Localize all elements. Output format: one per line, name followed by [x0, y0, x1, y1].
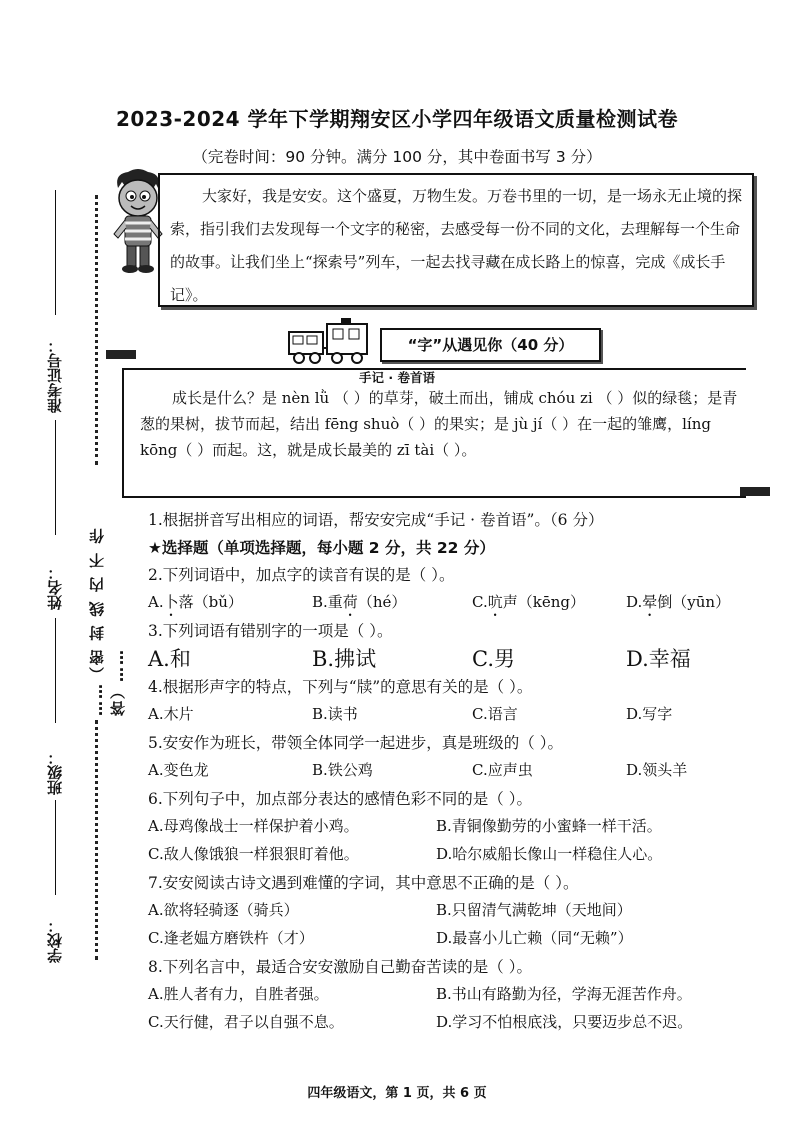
q6-option-a: A.母鸡像战士一样保护着小鸡。	[148, 817, 359, 835]
q4-option-d: D.写字	[626, 705, 673, 723]
seal-notice: ……（密 封 线 内 不 作 答）……	[88, 526, 127, 716]
class-line	[55, 618, 56, 723]
q6-option-b: B.青铜像勤劳的小蜜蜂一样干活。	[436, 817, 662, 835]
question-4: 4.根据形声字的特点，下列与“牍”的意思有关的是（ ）。	[148, 678, 533, 696]
q5-option-c: C.应声虫	[472, 761, 533, 779]
question-5: 5.安安作为班长，带领全体同学一起进步，真是班级的（ ）。	[148, 734, 563, 752]
seal-dotted-line-top	[95, 195, 98, 465]
q8-option-a: A.胜人者有力，自胜者强。	[148, 985, 329, 1003]
choice-section-header: ★选择题（单项选择题，每小题 2 分，共 22 分）	[148, 539, 495, 557]
q5-option-a: A.变色龙	[148, 761, 209, 779]
train-icon	[285, 318, 377, 366]
question-6: 6.下列句子中，加点部分表达的感情色彩不同的是（ ）。	[148, 790, 532, 808]
note-top-bar	[106, 350, 136, 359]
q4-option-b: B.读书	[312, 705, 358, 723]
q3-option-b: B.拂试	[312, 647, 377, 671]
name-label: 姓名：	[46, 565, 64, 610]
question-2: 2.下列词语中，加点字的读音有误的是（ ）。	[148, 566, 455, 584]
class-label: 班级：	[46, 750, 64, 795]
note-title: 手记 · 卷首语	[359, 370, 435, 385]
question-8: 8.下列名言中，最适合安安激励自己勤奋苦读的是（ ）。	[148, 958, 532, 976]
q4-option-c: C.语言	[472, 705, 518, 723]
name-line	[55, 420, 56, 535]
q4-option-a: A.木片	[148, 705, 194, 723]
q8-option-c: C.天行健，君子以自强不息。	[148, 1013, 344, 1031]
q8-option-b: B.书山有路勤为径，学海无涯苦作舟。	[436, 985, 692, 1003]
section-title: “字”从遇见你（40 分）	[380, 328, 601, 362]
question-7: 7.安安阅读古诗文遇到难懂的字词，其中意思不正确的是（ ）。	[148, 874, 579, 892]
q7-option-d: D.最喜小儿亡赖（同“无赖”）	[436, 929, 633, 947]
seal-dotted-line-bottom	[95, 720, 98, 960]
question-3: 3.下列词语有错别字的一项是（ ）。	[148, 622, 393, 640]
q2-option-d: D.晕倒（yūn）	[626, 593, 731, 611]
q3-option-d: D.幸福	[626, 647, 691, 671]
q7-option-b: B.只留清气满乾坤（天地间）	[436, 901, 632, 919]
exam-id-label: 准考证号：	[46, 338, 64, 413]
question-1: 1.根据拼音写出相应的词语，帮安安完成“手记 · 卷首语”。（6 分）	[148, 511, 604, 529]
school-line	[55, 800, 56, 895]
page-footer: 四年级语文，第 1 页，共 6 页	[307, 1086, 487, 1101]
q5-option-b: B.铁公鸡	[312, 761, 373, 779]
q3-option-c: C.男	[472, 647, 515, 671]
q6-option-d: D.哈尔威船长像山一样稳住人心。	[436, 845, 663, 863]
school-label: 学校：	[46, 918, 64, 963]
q2-option-a: A.卜落（bǔ）	[148, 593, 243, 611]
q7-option-c: C.逢老媪方磨铁杵（才）	[148, 929, 314, 947]
exam-info: （完卷时间：90 分钟。满分 100 分，其中卷面书写 3 分）	[192, 148, 602, 166]
q7-option-a: A.欲将轻骑逐（骑兵）	[148, 901, 299, 919]
q5-option-d: D.领头羊	[626, 761, 688, 779]
q2-option-b: B.重荷（hé）	[312, 593, 407, 611]
q2-option-c: C.吭声（kēng）	[472, 593, 585, 611]
q3-option-a: A.和	[148, 647, 191, 671]
note-text: 成长是什么？是 nèn lǜ （ ）的草芽，破土而出，铺成 chóu zi （ ）似的绿毯；是青葱的果树，拔节而起，结出 fēng shuò（ ）的果实；是 jù jí（ ）在一起的雏鹰，líng kōng（ ）而起。这，就是成长最美的 zī tài（ ）。	[140, 389, 738, 459]
q6-option-c: C.敌人像饿狼一样狠狠盯着他。	[148, 845, 359, 863]
intro-text: 大家好，我是安安。这个盛夏，万物生发。万卷书里的一切，是一场永无止境的探索，指引我们去发现每一个文字的秘密，去感受每一份不同的文化，去理解每一个生命的故事。让我们坐上“探索号”列车，一起去找寻藏在成长路上的惊喜，完成《成长手记》。	[170, 187, 743, 304]
exam-id-line	[55, 190, 56, 315]
q8-option-d: D.学习不怕根底浅，只要迈步总不迟。	[436, 1013, 693, 1031]
page-title: 2023-2024 学年下学期翔安区小学四年级语文质量检测试卷	[115, 107, 679, 131]
